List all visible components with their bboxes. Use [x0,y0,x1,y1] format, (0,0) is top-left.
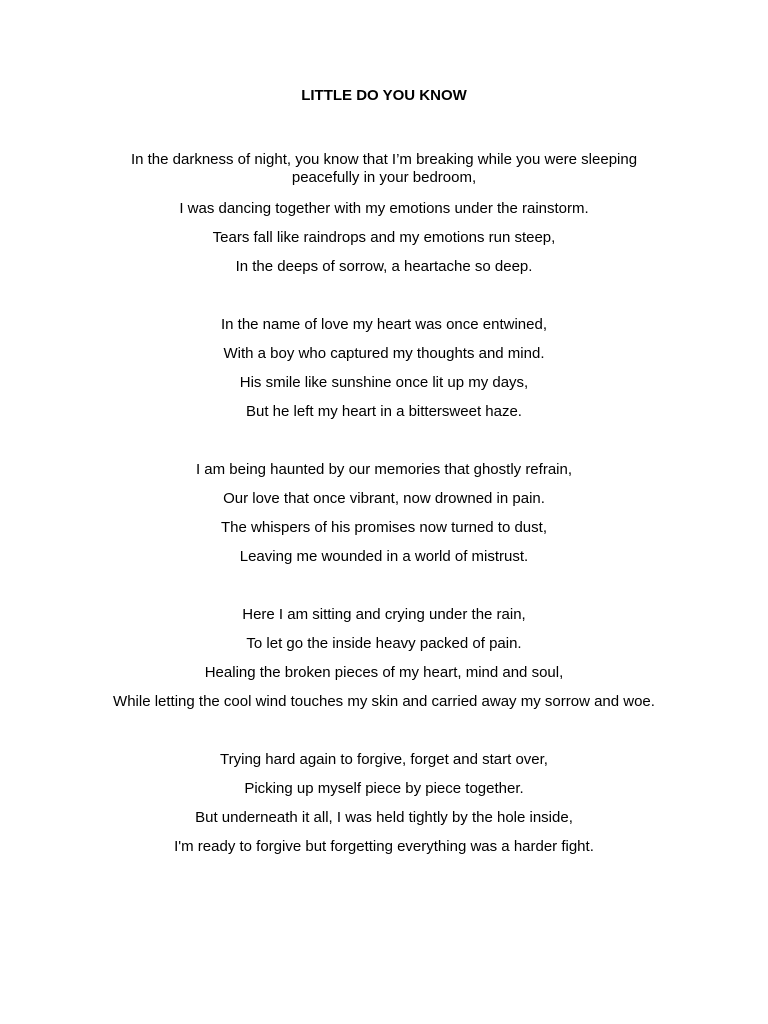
stanza-1-line-1: In the darkness of night, you know that I’m breaking while you were sleeping peacefully in your bedroom, [130,151,638,186]
stanza-1-line-3: Tears fall like raindrops and my emotions run steep, [212,229,556,246]
stanza-2-line-4: But he left my heart in a bittersweet haze. [246,403,522,420]
stanza-2-line-1: In the name of love my heart was once entwined, [220,316,547,333]
stanza-3-line-2: Our love that once vibrant, now drowned in pain. [223,490,545,507]
poem-title: LITTLE DO YOU KNOW [301,87,467,104]
stanza-1-line-2: I was dancing together with my emotions under the rainstorm. [179,200,589,217]
stanza-5-line-2: Picking up myself piece by piece together. [244,780,524,797]
stanza-5-line-1: Trying hard again to forgive, forget and start over, [220,751,548,768]
stanza-3-line-3: The whispers of his promises now turned to dust, [221,519,547,536]
stanza-4-line-2: To let go the inside heavy packed of pain. [246,635,522,652]
stanza-3-line-4: Leaving me wounded in a world of mistrust. [239,548,529,565]
stanza-4-line-4: While letting the cool wind touches my skin and carried away my sorrow and woe. [113,693,655,710]
stanza-2-line-2: With a boy who captured my thoughts and mind. [223,345,545,362]
stanza-4-line-1: Here I am sitting and crying under the rain, [242,606,526,623]
stanza-1-line-4: In the deeps of sorrow, a heartache so deep. [235,258,533,275]
stanza-5-line-4: I'm ready to forgive but forgetting everything was a harder fight. [174,838,594,855]
stanza-4-line-3: Healing the broken pieces of my heart, mind and soul, [204,664,564,681]
stanza-3-line-1: I am being haunted by our memories that ghostly refrain, [195,461,573,478]
stanza-5-line-3: But underneath it all, I was held tightly by the hole inside, [195,809,573,826]
stanza-2-line-3: His smile like sunshine once lit up my days, [239,374,529,391]
